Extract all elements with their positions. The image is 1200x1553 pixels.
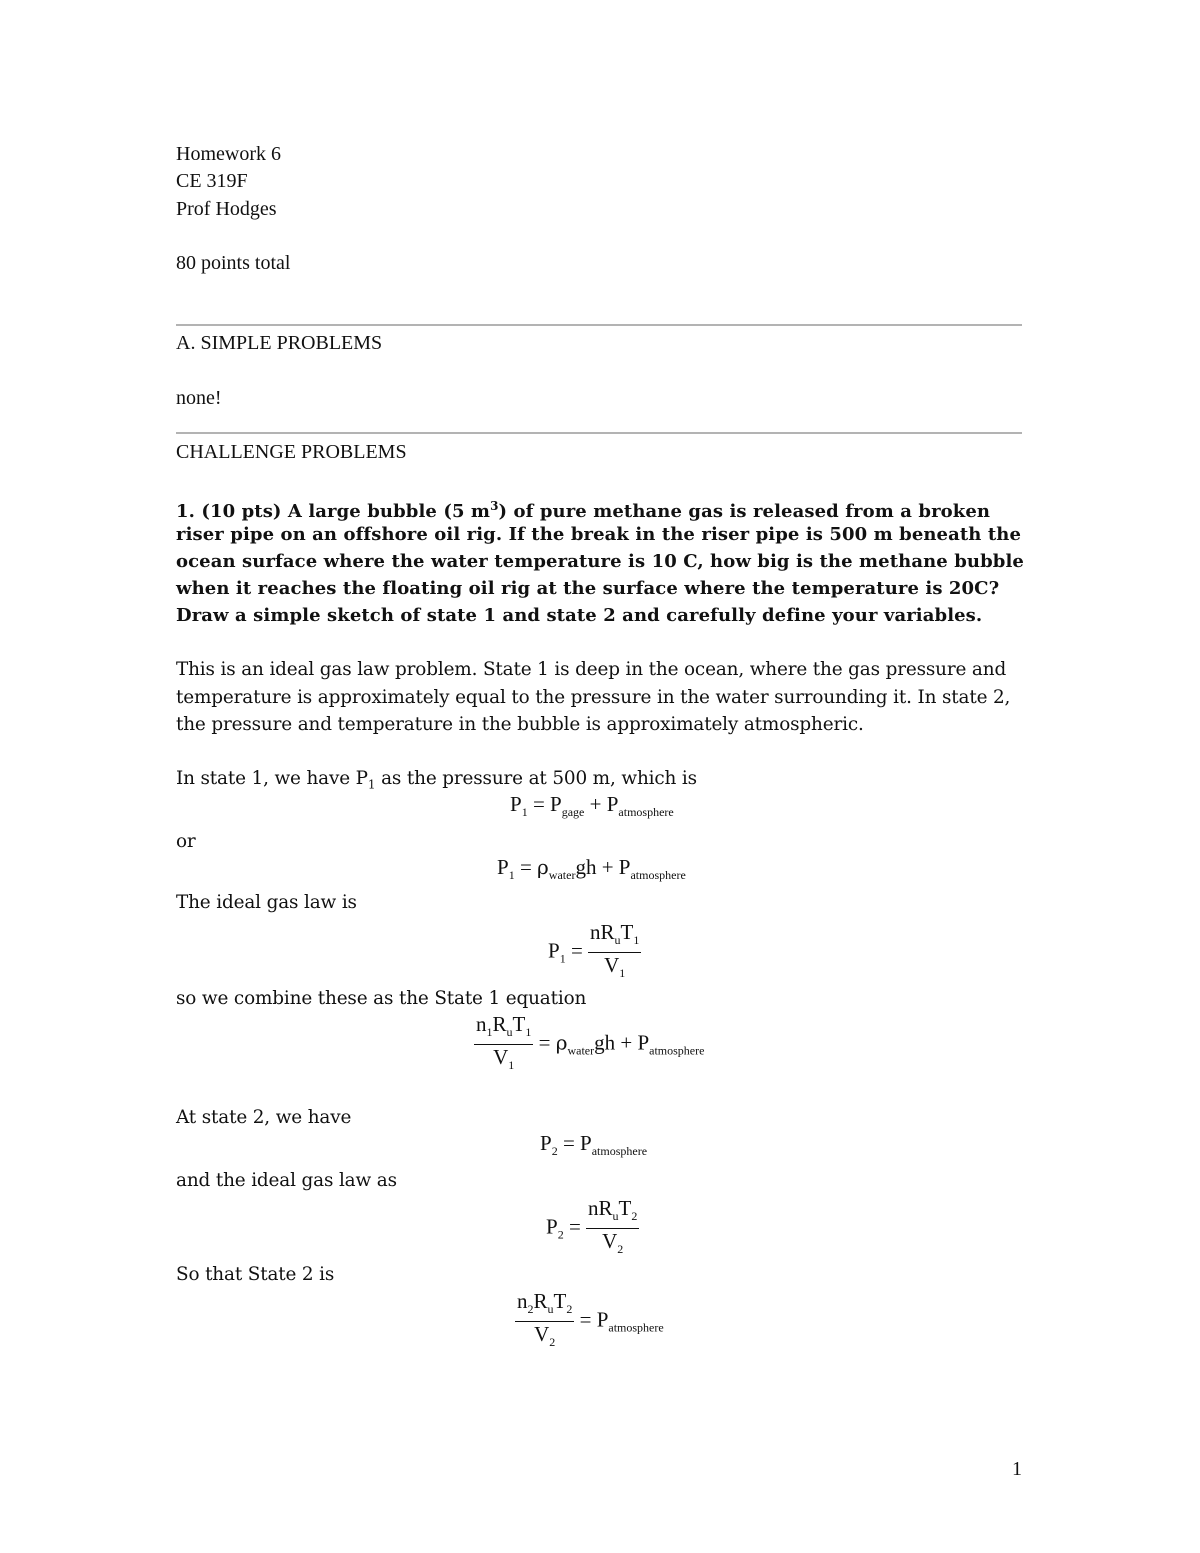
- solution-paragraph-line: temperature is approximately equal to the pressure in the water surrounding it. In state 2,: [176, 687, 1011, 708]
- header-professor: Prof Hodges: [176, 198, 277, 220]
- section-a-body: none!: [176, 387, 222, 409]
- combine-intro: so we combine these as the State 1 equation: [176, 988, 587, 1009]
- divider: [176, 432, 1022, 434]
- equation-state1: $\frac{n_1R_uT_1}{V_1}$ = $\rho_{water}gh + P_{atmosphere}$: [476, 1012, 705, 1072]
- solution-paragraph-line: the pressure and temperature in the bubble is approximately atmospheric.: [176, 714, 864, 735]
- ideal2-intro: and the ideal gas law as: [176, 1170, 397, 1191]
- solution-paragraph-line: This is an ideal gas law problem. State 1 is deep in the ocean, where the gas pressure and: [176, 659, 1007, 680]
- equation-ideal-gas-1: $P_1$ = $\frac{nR_uT_1}{V_1}$: [548, 920, 640, 980]
- problem-text-line: when it reaches the floating oil rig at the surface where the temperature is 20C?: [176, 578, 1000, 599]
- problem-text-line: Draw a simple sketch of state 1 and state 2 and carefully define your variables.: [176, 605, 983, 626]
- equation-p1-hydrostatic: $P_1 = \rho_{water}gh + P_{atmosphere}$: [497, 855, 686, 882]
- ideal-gas-intro: The ideal gas law is: [176, 892, 357, 913]
- section-a-title: A. SIMPLE PROBLEMS: [176, 332, 383, 354]
- state2-eq-intro: So that State 2 is: [176, 1264, 335, 1285]
- divider: [176, 324, 1022, 326]
- or-text: or: [176, 831, 196, 852]
- header-course: CE 319F: [176, 170, 248, 192]
- equation-ideal-gas-2: $P_2$ = $\frac{nR_uT_2}{V_2}$: [546, 1196, 638, 1256]
- equation-state2: $\frac{n_2R_uT_2}{V_2}$ = $P_{atmosphere}$: [517, 1289, 664, 1349]
- equation-p2: $P_2 = P_{atmosphere}$: [540, 1131, 648, 1158]
- equation-p1-gage: $P_1 = P_{gage} + P_{atmosphere}$: [510, 792, 674, 819]
- state1-intro: In state 1, we have $P_1$ as the pressure at 500 m, which is: [176, 768, 697, 792]
- problem-text-line: ocean surface where the water temperature is 10 C, how big is the methane bubble: [176, 551, 1024, 572]
- section-b-title: CHALLENGE PROBLEMS: [176, 441, 407, 463]
- points-total: 80 points total: [176, 252, 291, 274]
- problem-text-line: 1. (10 pts) A large bubble (5 $m^3$) of pure methane gas is released from a broken: [176, 499, 991, 522]
- header-homework: Homework 6: [176, 143, 281, 165]
- page-number: 1: [1012, 1458, 1022, 1480]
- problem-text-line: riser pipe on an offshore oil rig. If the break in the riser pipe is 500 m beneath the: [176, 524, 1021, 545]
- state2-intro: At state 2, we have: [176, 1107, 352, 1128]
